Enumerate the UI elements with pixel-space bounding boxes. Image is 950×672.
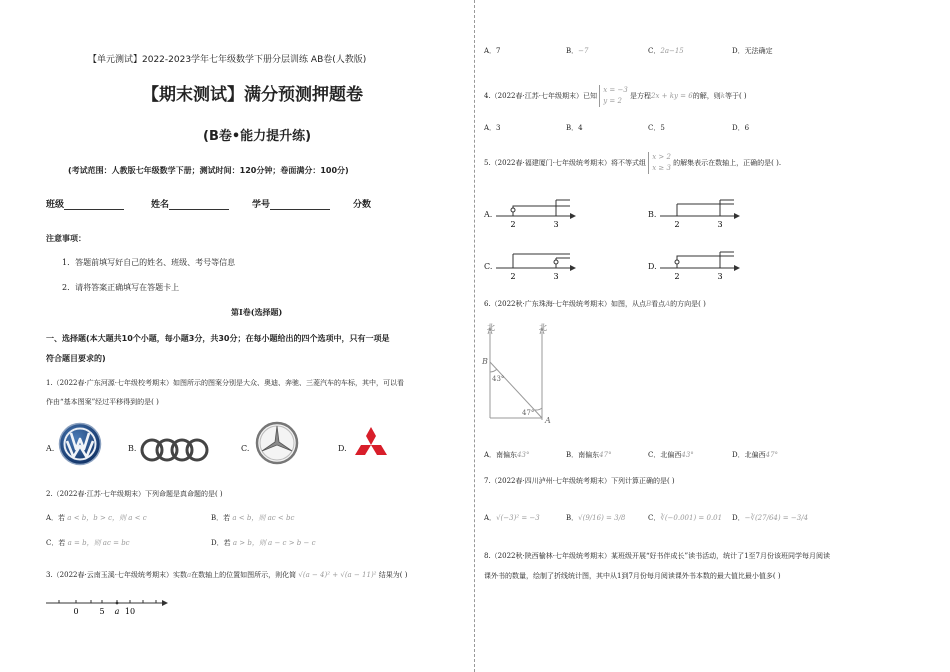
q7-option-d[interactable]: D．−∛(27/64) = −3/4 [732, 514, 809, 522]
q3-tick-0: 0 [73, 607, 79, 616]
q3-tick-5: 5 [99, 607, 105, 616]
q6-angle-b: 43° [492, 375, 505, 383]
q6-point-a: A [545, 416, 551, 425]
q3-option-c[interactable]: C．2a−15 [648, 47, 684, 55]
class-field: 班级 [46, 197, 124, 210]
q5a-tick-2: 2 [510, 220, 516, 229]
q7-option-b[interactable]: B．√(9/16) = 3/8 [566, 514, 626, 522]
q5a-tick-3: 3 [553, 220, 559, 229]
q5-stem: 5.（2022春·福建厦门·七年级统考期末）将不等式组 x > 2 x ≥ 3 的解集表示在数轴上，正确的是( ). [484, 153, 782, 172]
q4-option-b[interactable]: B．4 [566, 124, 583, 132]
q5-option-b-label[interactable]: B. [648, 210, 657, 219]
part1-title: 第I卷(选择题) [231, 307, 283, 317]
q7-option-c[interactable]: C．∛(−0.001) = 0.01 [648, 514, 723, 522]
q6-angle-a: 47° [522, 409, 535, 417]
q4-stem: 4.（2022春·江苏·七年级期末）已知 x = −3 y = 2 是方程2x + ky = 6的解，则k等于( ) [484, 86, 747, 105]
q6-north-left: 北 [487, 323, 495, 332]
q3-option-a[interactable]: A．7 [484, 47, 501, 55]
q6-direction-figure [480, 320, 560, 428]
doc-header: 【单元测试】2022-2023学年七年级数学下册分层训练 AB卷(人教版) [88, 55, 367, 65]
q1-option-a-label[interactable]: A. [46, 444, 55, 453]
q6-option-a[interactable]: A．南偏东43° [484, 451, 530, 459]
exam-info: (考试范围：人教版七年级数学下册；测试时间：120分钟；卷面满分：100分) [68, 166, 349, 175]
q5-system: x > 2 x ≥ 3 [648, 152, 671, 174]
q7-option-a[interactable]: A．√(−3)² = −3 [484, 514, 540, 522]
q6-option-b[interactable]: B．南偏东47° [566, 451, 612, 459]
q3-option-b[interactable]: B．−7 [566, 47, 589, 55]
q3-tick-a: a [114, 607, 120, 616]
q5b-tick-2: 2 [674, 220, 680, 229]
mitsubishi-logo-icon [350, 426, 392, 466]
q5d-tick-3: 3 [717, 272, 723, 281]
q3-option-d[interactable]: D．无法确定 [732, 47, 773, 55]
page-title: 【期末测试】满分预测押题卷 [142, 85, 363, 105]
q6-stem: 6.（2022秋·广东珠海·七年级统考期末）如图，从点B看点A的方向是( ) [484, 300, 706, 308]
name-field: 姓名 [151, 197, 229, 210]
q4-option-d[interactable]: D．6 [732, 124, 750, 132]
q7-stem: 7.（2022春·四川泸州·七年级统考期末）下列计算正确的是( ) [484, 477, 675, 485]
q6-point-b: B [482, 357, 488, 366]
q6-north-right: 北 [539, 323, 547, 332]
q1-option-c-label[interactable]: C. [241, 444, 250, 453]
q4-system: x = −3 y = 2 [599, 85, 628, 107]
q2-option-d[interactable]: D．若 a > b，则 a − c > b − c [211, 539, 316, 547]
audi-logo-icon [140, 436, 210, 464]
q2-option-c[interactable]: C．若 a = b，则 ac = bc [46, 539, 130, 547]
q6-option-d[interactable]: D．北偏西47° [732, 451, 779, 459]
q5-option-b-number-line [658, 196, 743, 230]
q5c-tick-3: 3 [553, 272, 559, 281]
q2-option-a[interactable]: A．若 a < b，b > c，则 a < c [46, 514, 147, 522]
q3-number-line [44, 595, 169, 617]
page-subtitle: (B卷•能力提升练) [203, 129, 312, 144]
q5-option-c-number-line [494, 248, 579, 282]
q5d-tick-2: 2 [674, 272, 680, 281]
score-field: 分数 [353, 200, 372, 210]
q3-stem: 3.（2022春·云南玉溪·七年级统考期末）实数a在数轴上的位置如图所示，则化简 √(a − 4)² + √(a − 11)² 结果为( ) [46, 571, 408, 579]
q8-line1: 8.（2022秋·陕西榆林·七年级统考期末）某班级开展“好书伴成长”读书活动，统计了1至7月份该班同学每月阅读 [484, 552, 831, 560]
q1-line1: 1.（2022春·广东河源·七年级校考期末）如图所示的图案分别是大众、奥迪、奔驰、三菱汽车的车标，其中，可以看 [46, 379, 404, 387]
q2-option-b[interactable]: B．若 a < b，则 ac < bc [211, 514, 295, 522]
notice-2: 2．请将答案正确填写在答题卡上 [62, 283, 180, 292]
q3-tick-10: 10 [124, 607, 136, 616]
q5b-tick-3: 3 [717, 220, 723, 229]
page-divider [474, 0, 475, 672]
student-no-field: 学号 [252, 197, 330, 210]
vw-logo-icon [58, 422, 102, 466]
q1-line2: 作由“基本图案”经过平移得到的是( ) [46, 398, 159, 406]
q2-stem: 2.（2022春·江苏·七年级期末）下列命题是真命题的是( ) [46, 490, 223, 498]
q5-option-d-number-line [658, 248, 743, 282]
notice-title: 注意事项： [46, 234, 86, 243]
q8-line2: 课外书的数量，绘制了折线统计图，其中从1到7月份每月阅读课外书本数的最大值比最小值多( ) [484, 572, 781, 580]
q1-option-d-label[interactable]: D. [338, 444, 347, 453]
q5-option-a-number-line [494, 196, 579, 230]
q5-option-d-label[interactable]: D. [648, 262, 657, 271]
q5-option-a-label[interactable]: A. [484, 210, 493, 219]
notice-1: 1．答题前填写好自己的姓名、班级、考号等信息 [62, 258, 236, 267]
q4-option-c[interactable]: C．5 [648, 124, 665, 132]
q1-option-b-label[interactable]: B. [128, 444, 137, 453]
mercedes-logo-icon [254, 420, 300, 466]
q4-option-a[interactable]: A．3 [484, 124, 501, 132]
q6-option-c[interactable]: C．北偏西43° [648, 451, 694, 459]
q5-option-c-label[interactable]: C. [484, 262, 493, 271]
section1-line1: 一、选择题(本大题共10个小题，每小题3分，共30分；在每小题给出的四个选项中，只有一项是 [46, 334, 390, 343]
q5c-tick-2: 2 [510, 272, 516, 281]
section1-line2: 符合题目要求的) [46, 354, 106, 363]
